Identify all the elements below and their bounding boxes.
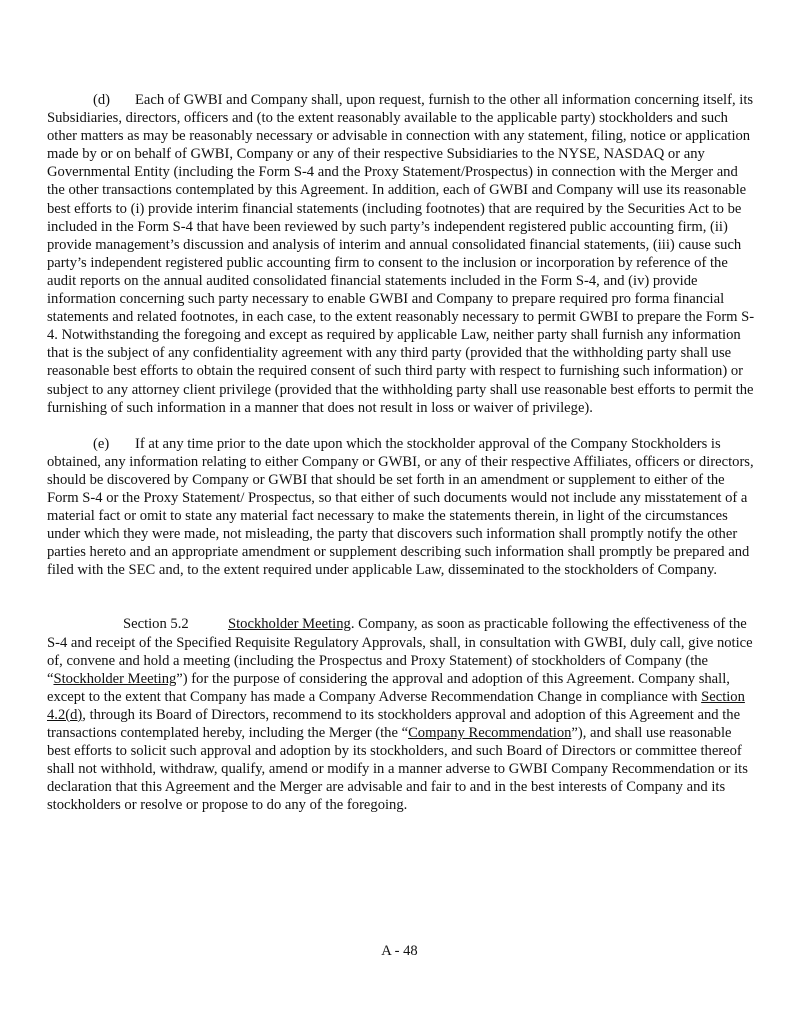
section-text-1: . Company, as soon as practicable following the effectiveness of the S-4 and receipt of the Specified Requisite Regulatory Approvals, shall, in consultation with GWBI, duly call, give notice of, convene and hold a meeting (including the Prospectus and Proxy Statement) of stockholders of Company (the “ <box>47 616 753 687</box>
defined-term-stockholder-meeting: Stockholder Meeting <box>53 670 177 687</box>
paragraph-d <box>47 91 755 417</box>
section-text-3: , through its Board of Directors, recommend to its stockholders approval and adoption of this Agreement and the transactions contemplated hereby, including the Merger (the “ <box>47 706 741 741</box>
cross-reference-link: Section 4.2(d) <box>47 688 745 723</box>
section-5-2 <box>47 615 755 814</box>
paragraph-d-label: (d) <box>93 92 111 108</box>
document-body <box>47 91 755 814</box>
page-number: A - 48 <box>381 943 418 959</box>
paragraph-e-text: If at any time prior to the date upon which the stockholder approval of the Company Stockholders is obtained, any information relating to either Company or GWBI, or any of their respective Affiliates, officers or directors, should be discovered by Company or GWBI that should be set forth in an amendment or supplement to either of the Form S-4 or the Proxy Statement/ Prospectus, so that either of such documents would not include any misstatement of a material fact or omit to state any material fact necessary to make the statements therein, in light of the circumstances under which they were made, not misleading, the party that discovers such information shall promptly notify the other parties hereto and an appropriate amendment or supplement describing such information shall promptly be prepared and filed with the SEC and, to the extent required under applicable Law, disseminated to the stockholders of Company. <box>47 435 754 579</box>
section-heading: Stockholder Meeting <box>228 616 351 633</box>
paragraph-e <box>47 435 755 580</box>
paragraph-e-label: (e) <box>93 435 110 452</box>
paragraph-d-text: Each of GWBI and Company shall, upon request, furnish to the other all information concerning itself, its Subsidiaries, directors, officers and (to the extent reasonably available to the applicable party) stockholders and such other matters as may be reasonably necessary or advisable in connection with any statement, filing, notice or application made by or on behalf of GWBI, Company or any of their respective Subsidiaries to the NYSE, NASDAQ or any Governmental Entity (including the Form S-4 and the Proxy Statement/Prospectus) in connection with the Merger and the other transactions contemplated by this Agreement. In addition, each of GWBI and Company will use its reasonable best efforts to (i) provide interim financial statements (including footnotes) that are required by the Securities Act to be included in the Form S-4 that have been reviewed by such party’s independent registered public accounting firm, (ii) provide management’s discussion and analysis of interim and annual consolidated financial statements, (iii) cause such party’s independent registered public accounting firm to consent to the inclusion or incorporation by reference of the audit reports on the annual audited consolidated financial statements included in the Form S-4, and (iv) provide information concerning such party necessary to enable GWBI and Company to prepare required pro forma financial statements and related footnotes, in each case, to the extent reasonably necessary to permit GWBI to prepare the Form S-4. Notwithstanding the foregoing and except as required by applicable Law, neither party shall furnish any information that is the subject of any confidentiality agreement with any third party (provided that the withholding party shall use reasonable best efforts to obtain the required consent of such third party with respect to furnishing such information) or subject to any attorney client privilege (provided that the withholding party shall use reasonable best efforts to permit the furnishing of such information in a manner that does not result in loss or waiver of privilege). <box>47 92 755 416</box>
section-text-4: ”), and shall use reasonable best efforts to solicit such approval and adoption by its stockholders, and such Board of Directors or committee thereof shall not withhold, withdraw, qualify, amend or modify in a manner adverse to GWBI Company Recommendation or its declaration that this Agreement and the Merger are advisable and fair to and in the best interests of Company and its stockholders or resolve or propose to do any of the foregoing. <box>47 725 748 814</box>
section-label: Section 5.2 <box>123 616 189 633</box>
defined-term-company-recommendation: Company Recommendation <box>408 725 572 741</box>
section-text-2: ”) for the purpose of considering the approval and adoption of this Agreement. Company shall, except to the extent that Company has made a Company Adverse Recommendation Change in compliance with <box>47 670 730 705</box>
